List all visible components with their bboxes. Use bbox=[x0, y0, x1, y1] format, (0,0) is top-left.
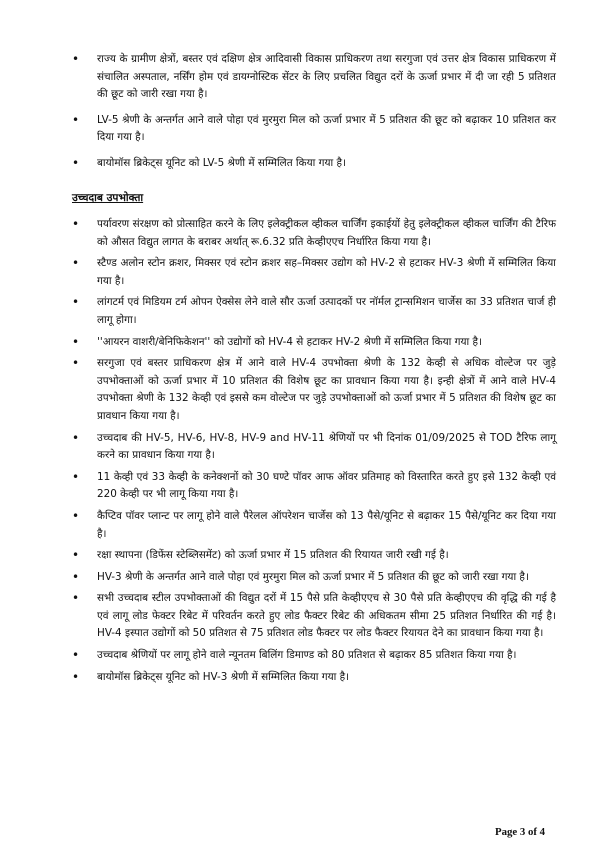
bullet-icon: • bbox=[72, 548, 80, 563]
list-item bbox=[0, 647, 604, 665]
list-item-text: स्टैण्ड अलोन स्टोन क्रशर, मिक्सर एवं स्टोन क्रशर सह–मिक्सर उद्योग को HV-2 से हटाकर HV-3 श्रेणी में सम्मिलित किया गया है। bbox=[97, 257, 556, 287]
list-item-text: सभी उच्चदाब स्टील उपभोक्ताओं की विद्युत दरों में 15 पैसे प्रति केव्हीएएच से 30 पैसे प्रति केव्हीएएच की वृद्धि की गई है एवं लागू लोड फेक्टर रिबेट में परिवर्तन करते हुए लोड फैक्टर रिबेट की अधिकतम सीमा 25 प्रतिशत निर्धारित की गई है। HV-4 इस्पात उद्योगों को 50 प्रतिशत से 75 प्रतिशत लोड फैक्टर पर लोड फैक्टर रियायत देने का प्रावधान किया गया है। bbox=[97, 592, 556, 640]
section-heading: उच्चदाब उपभोक्ता bbox=[72, 192, 144, 204]
list-item-text: कैप्टिव पॉवर प्लान्ट पर लागू होने वाले पैरेलल ऑपरेशन चार्जेस को 13 पैसे/यूनिट से बढ़ाकर 15 पैसे/यूनिट कर दिया गया है। bbox=[97, 509, 556, 540]
list-item-text: राज्य के ग्रामीण क्षेत्रों, बस्तर एवं दक्षिण क्षेत्र आदिवासी विकास प्राधिकरण तथा सरगुजा एवं उत्तर क्षेत्र विकास प्राधिकरण में संचालित अस्पताल, नर्सिंग होम एवं डायग्नोस्टिक सेंटर के लिए प्रचलित विद्युत दरों के ऊर्जा प्रभार में दी जा रही 5 प्रतिशत की छूट को जारी रखा गया है। bbox=[97, 53, 556, 101]
bullet-icon: • bbox=[72, 112, 80, 127]
list-item-text: बायोमॉस ब्रिकेट्स यूनिट को HV-3 श्रेणी में सम्मिलित किया गया है। bbox=[97, 670, 350, 683]
list-item bbox=[0, 430, 604, 465]
bullet-icon: • bbox=[72, 591, 80, 606]
page-number: Page 3 of 4 bbox=[495, 826, 546, 838]
list-item-text: उच्चदाब श्रेणियों पर लागू होने वाले न्यूनतम बिलिंग डिमाण्ड को 80 प्रतिशत से बढ़ाकर 85 प्रतिशत किया गया है। bbox=[97, 649, 517, 662]
list-item bbox=[0, 508, 604, 543]
list-item bbox=[0, 155, 604, 173]
bullet-icon: • bbox=[72, 356, 80, 371]
list-item bbox=[0, 112, 604, 147]
list-item-text: लांगटर्म एवं मिडियम टर्म ओपन ऐक्सेस लेने वाले सौर ऊर्जा उत्पादकों पर नॉर्मल ट्रान्समिशन चार्जेस का 33 प्रतिशत चार्ज ही लागू होगा। bbox=[97, 296, 556, 326]
bullet-icon: • bbox=[72, 669, 80, 684]
list-item bbox=[0, 590, 604, 643]
bullet-icon: • bbox=[72, 256, 80, 271]
bullet-icon: • bbox=[72, 295, 80, 310]
bullet-icon: • bbox=[72, 430, 80, 445]
bullet-icon: • bbox=[72, 52, 80, 66]
list-item-text: HV-3 श्रेणी के अन्तर्गत आने वाले पोहा एवं मुरमुरा मिल को ऊर्जा प्रभार में 5 प्रतिशत की छूट को जारी रखा गया है। bbox=[97, 570, 529, 583]
list-item bbox=[0, 334, 604, 352]
list-item bbox=[0, 216, 604, 251]
list-item-text: पर्यावरण संरक्षण को प्रोत्साहित करने के लिए इलेक्ट्रीकल व्हीकल चार्जिंग इकाईयों हेतु इलेक्ट्रीकल व्हीकल चार्जिंग की टैरिफ को औसत विद्युत लागत के बराबर अर्थात् रू.6.32 प्रति केव्हीएएच निर्धारित किया गया है। bbox=[97, 218, 556, 248]
list-item bbox=[0, 669, 604, 687]
bullet-icon: • bbox=[72, 469, 80, 484]
list-item-text: LV-5 श्रेणी के अन्तर्गत आने वाले पोहा एवं मुरमुरा मिल को ऊर्जा प्रभार में 5 प्रतिशत की छूट को बढ़ाकर 10 प्रतिशत कर दिया गया है। bbox=[97, 113, 556, 144]
bullet-icon: • bbox=[72, 155, 80, 170]
list-item bbox=[0, 569, 604, 587]
list-item-text: सरगुजा एवं बस्तर प्राधिकरण क्षेत्र में आने वाले HV-4 उपभोक्ता श्रेणी के 132 केव्ही से अधिक वोल्टेज पर जुड़े उपभोक्ताओं को ऊर्जा प्रभार में 10 प्रतिशत की विशेष छूट का प्रावधान किया गया है। इन्ही क्षेत्रों में आने वाले HV-4 उपभोक्ता श्रेणी के 132 केव्ही एवं इससे कम वोल्टेज पर जुड़े उपभोक्ताओं को ऊर्जा प्रभार में 5 प्रतिशत की विशेष छूट का प्रावधान किया गया है। bbox=[97, 357, 556, 422]
list-item bbox=[0, 294, 604, 329]
bullet-icon: • bbox=[72, 217, 80, 231]
bullet-icon: • bbox=[72, 334, 80, 349]
bullet-icon: • bbox=[72, 508, 80, 523]
list-item-text: ''आयरन वाशरी/बेनिफिकेशन'' को उद्योगों को HV-4 से हटाकर HV-2 श्रेणी में सम्मिलित किया गया है। bbox=[97, 335, 482, 348]
bullet-icon: • bbox=[72, 569, 80, 584]
list-item-text: रक्षा स्थापना (डिफेंस स्टेब्लिसमेंट) को ऊर्जा प्रभार में 15 प्रतिशत की रियायत जारी रखी गई है। bbox=[97, 549, 449, 562]
list-item-text: 11 केव्ही एवं 33 केव्ही के कनेक्शनों को 30 घण्टे पॉवर आफ ऑवर प्रतिमाह को विस्तारित करते हुए इसे 132 केव्ही एवं 220 केव्ही पर भी लागू किया गया है। bbox=[97, 470, 556, 501]
lv-bullet-list bbox=[0, 51, 604, 173]
list-item-text: उच्चदाब की HV-5, HV-6, HV-8, HV-9 and HV-11 श्रेणियों पर भी दिनांक 01/09/2025 से TOD टैरिफ लागू करने का प्रावधान किया गया है। bbox=[97, 431, 556, 462]
list-item bbox=[0, 255, 604, 290]
list-item-text: बायोमॉस ब्रिकेट्स यूनिट को LV-5 श्रेणी में सम्मिलित किया गया है। bbox=[97, 156, 346, 169]
list-item bbox=[0, 547, 604, 565]
list-item bbox=[0, 51, 604, 104]
list-item bbox=[0, 355, 604, 425]
list-item bbox=[0, 469, 604, 504]
bullet-icon: • bbox=[72, 648, 80, 663]
hv-bullet-list bbox=[0, 216, 604, 690]
